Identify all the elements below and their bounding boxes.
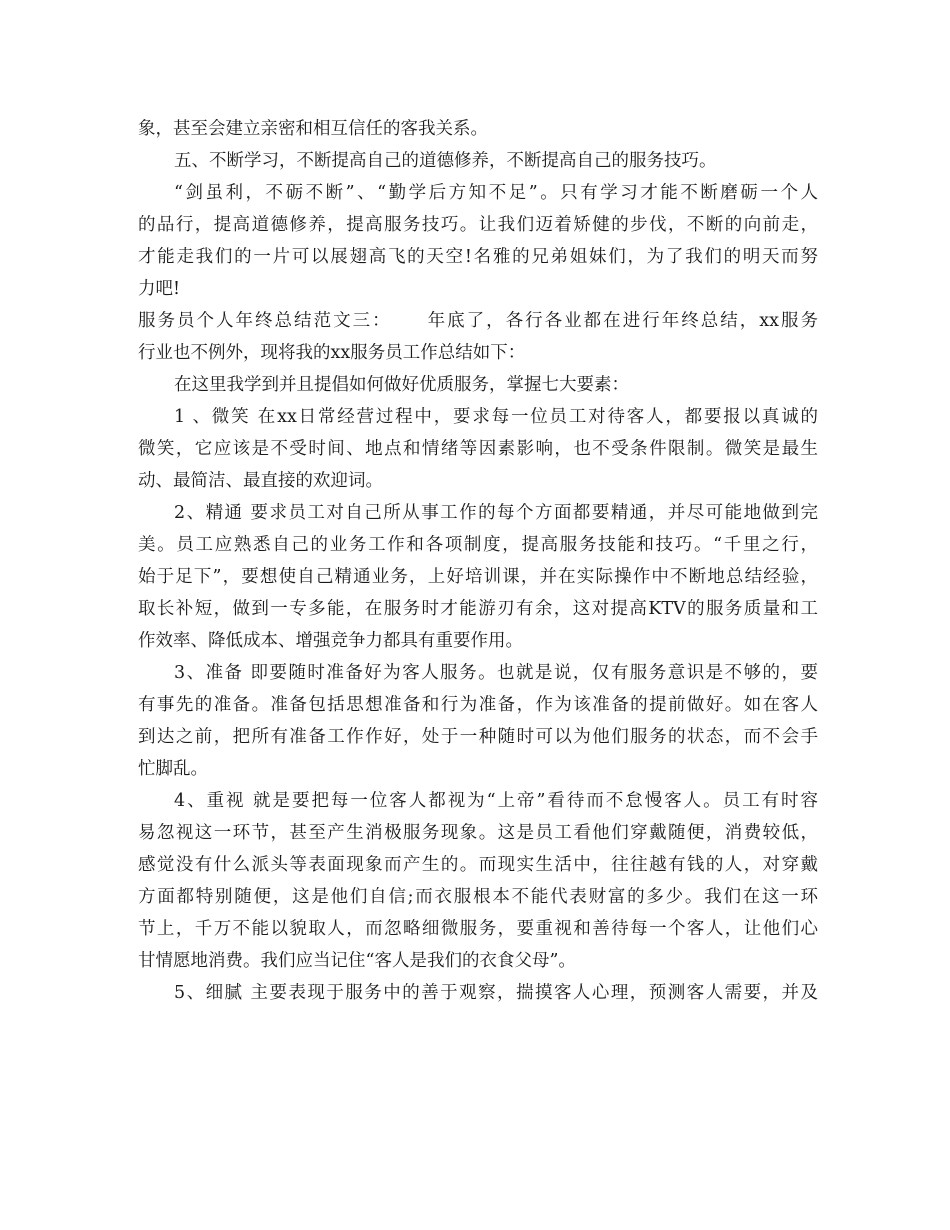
text-line: 4、重视 就是要把每一位客人都视为“上帝”看待而不怠慢客人。员工有时容 (174, 791, 818, 811)
text-line: 2、精通 要求员工对自己所从事工作的每个方面都要精通，并尽可能地做到完 (174, 503, 818, 523)
text-line: 动、最简洁、最直接的欢迎词。 (138, 471, 383, 491)
text-line: “剑虽利，不砺不断”、“勤学后方知不足”。只有学习才能不断磨砺一个人 (174, 183, 818, 203)
text-line: 年底了，各行各业都在进行年终总结，xx服务 (425, 311, 818, 331)
section-heading: 服务员个人年终总结范文三： (138, 311, 392, 331)
text-line: 甘情愿地消费。我们应当记住“客人是我们的衣食父母”。 (138, 951, 576, 971)
text-line: 才能走我们的一片可以展翅高飞的天空!名雅的兄弟姐妹们，为了我们的明天而努 (138, 247, 818, 267)
text-line: 的品行，提高道德修养，提高服务技巧。让我们迈着矫健的步伐，不断的向前走， (138, 215, 818, 235)
text-line: 3、准备 即要随时准备好为客人服务。也就是说，仅有服务意识是不够的，要 (174, 663, 818, 683)
text-line: 象，甚至会建立亲密和相互信任的客我关系。 (138, 119, 488, 139)
document-body (138, 113, 818, 1009)
text-line: 5、细腻 主要表现于服务中的善于观察，揣摸客人心理，预测客人需要，并及 (174, 983, 818, 1003)
text-line: 行业也不例外，现将我的xx服务员工作总结如下： (138, 343, 526, 363)
text-line: 感觉没有什么派头等表面现象而产生的。而现实生活中，往往越有钱的人，对穿戴 (138, 855, 818, 875)
text-line: 到达之前，把所有准备工作作好，处于一种随时可以为他们服务的状态，而不会手 (138, 727, 818, 747)
section-heading-line (138, 305, 818, 337)
text-line: 节上，千万不能以貌取人，而忽略细微服务，要重视和善待每一个客人，让他们心 (138, 919, 818, 939)
text-line: 五、不断学习，不断提高自己的道德修养，不断提高自己的服务技巧。 (174, 151, 717, 171)
text-line: 作效率、降低成本、增强竞争力都具有重要作用。 (138, 631, 523, 651)
text-line: 忙脚乱。 (138, 759, 208, 779)
text-line: 1 、微笑 在xx日常经营过程中，要求每一位员工对待客人，都要报以真诚的 (174, 407, 818, 427)
text-line: 取长补短，做到一专多能，在服务时才能游刃有余，这对提高KTV的服务质量和工 (138, 599, 818, 619)
text-line: 微笑，它应该是不受时间、地点和情绪等因素影响，也不受条件限制。微笑是最生 (138, 439, 818, 459)
text-line: 方面都特别随便，这是他们自信;而衣服根本不能代表财富的多少。我们在这一环 (138, 887, 818, 907)
text-line: 易忽视这一环节，甚至产生消极服务现象。这是员工看他们穿戴随便，消费较低， (138, 823, 818, 843)
text-line: 力吧! (138, 279, 181, 299)
text-line: 美。员工应熟悉自己的业务工作和各项制度，提高服务技能和技巧。“千里之行， (138, 535, 818, 555)
text-line: 在这里我学到并且提倡如何做好优质服务，掌握七大要素： (174, 375, 629, 395)
text-line: 始于足下”，要想使自己精通业务，上好培训课，并在实际操作中不断地总结经验， (138, 567, 818, 587)
text-line: 有事先的准备。准备包括思想准备和行为准备，作为该准备的提前做好。如在客人 (138, 695, 818, 715)
